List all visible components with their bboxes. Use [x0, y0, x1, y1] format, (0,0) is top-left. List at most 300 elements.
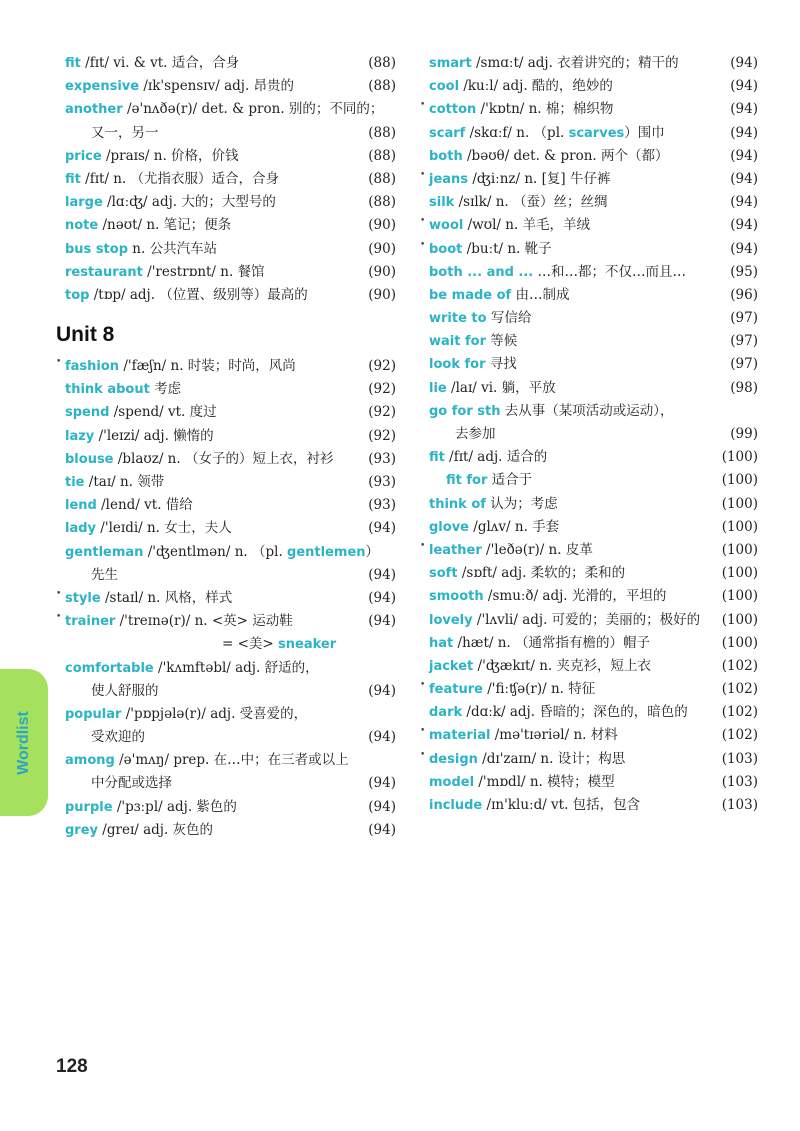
entry-text: [65, 52, 396, 75]
definition: 由…制成: [511, 286, 570, 303]
entry-text: [65, 564, 396, 587]
page-reference: (92): [368, 358, 396, 375]
headword: lie: [429, 380, 447, 396]
definition: /'fiːʧə(r)/ n. 特征: [482, 681, 596, 698]
entry-text: [429, 446, 758, 469]
entry-text: [429, 771, 758, 794]
page-reference: (88): [368, 147, 396, 164]
word-entry: [420, 562, 758, 585]
headword: fit: [65, 171, 81, 187]
headword: purple: [65, 799, 113, 815]
definition: /ɪk'spensɪv/ adj. 昂贵的: [139, 78, 295, 95]
word-entry: [420, 145, 758, 168]
entry-text: [429, 655, 758, 678]
entry-text: [429, 261, 758, 284]
entry-text: [429, 284, 758, 307]
definition: /wʊl/ n. 羊毛，羊绒: [463, 217, 591, 234]
word-entry: [420, 214, 758, 237]
entry-text: [429, 632, 758, 655]
headword: wait for: [429, 334, 486, 350]
page-reference: (88): [368, 124, 396, 141]
definition: /ɪn'kluːd/ vt. 包括，包含: [482, 797, 641, 813]
entry-text: [65, 98, 396, 121]
headword: restaurant: [65, 264, 143, 280]
word-entry: [56, 261, 396, 284]
page-reference: (90): [368, 263, 396, 280]
definition: /mə'tɪəriəl/ n. 材料: [490, 727, 618, 744]
entry-text: [65, 378, 396, 401]
entry-text: [65, 214, 396, 237]
entry-text: [429, 307, 758, 330]
entry-text: [429, 400, 758, 423]
definition: /lend/ vt. 借给: [96, 497, 193, 514]
page-reference: (102): [721, 657, 758, 674]
definition: = <美>: [222, 636, 279, 653]
word-entry: [420, 678, 758, 701]
word-entry: [56, 98, 396, 121]
entry-text: [65, 238, 396, 261]
word-entry: [56, 819, 396, 842]
page-reference: (97): [730, 310, 758, 327]
definition: 使人舒服的: [91, 682, 159, 699]
definition: /smɑːt/ adj. 衣着讲究的；精干的: [471, 55, 679, 71]
headword: smooth: [429, 589, 484, 605]
entry-text: [65, 168, 396, 191]
page-reference: (97): [730, 356, 758, 373]
entry-text: [429, 168, 758, 191]
unit-heading: Unit 8: [56, 323, 115, 347]
word-entry-continuation: [56, 772, 396, 795]
headword: large: [65, 195, 103, 211]
entry-text: [65, 75, 396, 98]
definition: /nəʊt/ n. 笔记；便条: [98, 217, 232, 234]
page-reference: (94): [368, 775, 396, 792]
headword: popular: [65, 706, 122, 722]
word-entry: [56, 494, 396, 517]
side-tab-label: Wordlist: [15, 710, 32, 775]
word-entry: [420, 539, 758, 562]
entry-text: [65, 122, 396, 145]
word-entry: [420, 794, 758, 817]
page-reference: (94): [730, 194, 758, 211]
definition: /fɪt/ adj. 适合的: [444, 449, 548, 466]
entry-text: [429, 794, 758, 817]
headword: feature: [429, 682, 483, 698]
entry-text: [429, 516, 758, 539]
new-word-marker-icon: •: [420, 100, 426, 111]
definition: 去参加: [455, 426, 496, 442]
headword: gentleman: [65, 544, 144, 560]
word-entry: [420, 238, 758, 261]
page-reference: (94): [368, 613, 396, 630]
new-word-marker-icon: •: [420, 239, 426, 250]
headword: go for sth: [429, 403, 501, 419]
page-reference: (100): [721, 634, 758, 651]
page-reference: (94): [368, 566, 396, 583]
entry-text: [65, 541, 396, 564]
page-reference: (102): [721, 681, 758, 698]
new-word-marker-icon: •: [420, 680, 426, 691]
page-reference: (100): [721, 611, 758, 628]
word-entry: [420, 609, 758, 632]
word-entry: [56, 749, 396, 772]
entry-text: [429, 724, 758, 747]
wordlist-left-column: [56, 52, 396, 842]
word-entry: [420, 284, 758, 307]
entry-text: [429, 330, 758, 353]
word-entry: [420, 585, 758, 608]
definition: /laɪ/ vi. 躺，平放: [446, 379, 556, 396]
entry-text: [65, 657, 396, 680]
headword: both: [429, 148, 463, 164]
headword: be made of: [429, 287, 512, 303]
headword: cool: [429, 79, 460, 95]
headword: think of: [429, 496, 486, 512]
word-entry-continuation: [56, 680, 396, 703]
word-entry: [420, 771, 758, 794]
word-entry: [420, 748, 758, 771]
wordlist-side-tab: [0, 669, 48, 816]
word-entry: [420, 330, 758, 353]
definition: /bəʊθ/ det. & pron. 两个（都）: [462, 147, 669, 164]
page-reference: (94): [730, 240, 758, 257]
definition: /skɑːf/ n. （pl.: [465, 124, 569, 141]
definition: /'mɒdl/ n. 模特；模型: [474, 773, 615, 790]
headword: include: [429, 798, 483, 813]
entry-text: [65, 796, 396, 819]
new-word-marker-icon: •: [56, 588, 62, 599]
page-reference: (94): [730, 170, 758, 187]
definition: /'ʤækɪt/ n. 夹克衫，短上衣: [473, 657, 651, 674]
word-entry: [56, 448, 396, 471]
page-reference: (102): [721, 704, 758, 721]
definition: /ə'nʌðə(r)/ det. & pron. 别的；不同的；: [122, 101, 384, 118]
headword: soft: [429, 566, 458, 582]
headword: model: [429, 774, 475, 790]
definition: /'leɪdi/ n. 女士，夫人: [96, 520, 232, 537]
headword: price: [65, 148, 102, 164]
entry-text: [429, 52, 758, 75]
entry-text: [429, 214, 758, 237]
word-entry: [420, 655, 758, 678]
definition: /'restrɒnt/ n. 餐馆: [142, 263, 265, 280]
definition-tail: ）: [365, 543, 380, 560]
entry-text: [65, 401, 396, 424]
definition: 中分配或选择: [91, 775, 172, 792]
definition: /praɪs/ n. 价格，价钱: [101, 147, 239, 164]
word-entry-continuation: [56, 726, 396, 749]
page-reference: (95): [730, 263, 758, 280]
entry-text: [429, 609, 758, 632]
page-reference: (93): [368, 450, 396, 467]
word-entry: [420, 701, 758, 724]
definition: /'kɒtn/ n. 棉；棉织物: [476, 101, 614, 118]
definition: 先生: [91, 566, 118, 583]
entry-text: [65, 633, 396, 656]
headword-variant: gentlemen: [287, 544, 366, 560]
headword: another: [65, 102, 123, 118]
word-entry: [56, 610, 396, 633]
headword: glove: [429, 519, 469, 535]
definition: /fɪt/ n. （尤指衣服）适合，合身: [80, 170, 280, 187]
word-entry: [56, 355, 396, 378]
page-reference: (100): [721, 588, 758, 605]
word-entry: [56, 238, 396, 261]
entry-text: [429, 122, 758, 145]
word-entry: [56, 541, 396, 564]
entry-text: [429, 539, 758, 562]
definition: /staɪl/ n. 风格，样式: [100, 589, 233, 606]
page-reference: (93): [368, 497, 396, 514]
entry-text: [65, 517, 396, 540]
entry-text: [429, 353, 758, 376]
entry-text: [429, 75, 758, 98]
entry-text: [65, 587, 396, 610]
word-entry-continuation: [420, 423, 758, 446]
word-entry: [420, 75, 758, 98]
page-reference: (94): [730, 124, 758, 141]
definition: /kuːl/ adj. 酷的，绝妙的: [459, 78, 613, 95]
headword: among: [65, 753, 115, 769]
entry-text: [65, 261, 396, 284]
entry-text: [65, 284, 396, 307]
word-entry-continuation: [56, 564, 396, 587]
page-reference: (93): [368, 474, 396, 490]
headword: blouse: [65, 451, 114, 467]
page-reference: (92): [368, 427, 396, 444]
page-reference: (94): [730, 55, 758, 71]
page-reference: (94): [368, 682, 396, 699]
page-reference: (90): [368, 240, 396, 257]
page-reference: (88): [368, 194, 396, 211]
new-word-marker-icon: •: [420, 726, 426, 737]
word-entry: [420, 400, 758, 423]
headword: lend: [65, 498, 97, 514]
entry-text: [429, 238, 758, 261]
definition: /ʤiːnz/ n. [复] 牛仔裤: [468, 170, 611, 187]
page-number: 128: [56, 1056, 88, 1077]
entry-text: [65, 425, 396, 448]
headword: bus stop: [65, 241, 129, 257]
definition: 等候: [485, 333, 518, 350]
definition: /greɪ/ adj. 灰色的: [98, 821, 214, 838]
entry-text: [429, 493, 758, 516]
entry-text: [65, 448, 396, 471]
entry-text: [429, 678, 758, 701]
definition: 受欢迎的: [91, 729, 145, 746]
page-reference: (96): [730, 286, 758, 303]
definition: /dɪ'zaɪn/ n. 设计；构思: [477, 750, 626, 767]
headword: look for: [429, 357, 486, 373]
page-reference: (88): [368, 170, 396, 187]
definition: /'kʌmftəbl/ adj. 舒适的，: [153, 659, 319, 676]
word-entry-continuation: [56, 633, 396, 656]
new-word-marker-icon: •: [56, 612, 62, 623]
definition: /fɪt/ vi. & vt. 适合，合身: [80, 55, 240, 71]
page-reference: (100): [721, 541, 758, 558]
page-reference: (103): [721, 750, 758, 767]
definition-tail: ）围巾: [624, 124, 665, 141]
headword: dark: [429, 705, 463, 721]
definition: 寻找: [485, 356, 517, 373]
headword: boot: [429, 241, 463, 257]
definition: /'fæʃn/ n. 时装；时尚，风尚: [119, 358, 296, 375]
definition: /buːt/ n. 靴子: [462, 240, 552, 257]
word-entry: [56, 75, 396, 98]
definition: /'leɪzi/ adj. 懒惰的: [94, 427, 214, 444]
entry-text: [429, 748, 758, 771]
page-reference: (94): [730, 78, 758, 95]
headword: lady: [65, 521, 97, 537]
headword-variant: scarves: [568, 125, 625, 141]
page-reference: (98): [730, 379, 758, 396]
definition: /'pɒpjələ(r)/ adj. 受喜爱的，: [121, 705, 308, 722]
definition: 写信给: [486, 310, 532, 327]
page-reference: (90): [368, 286, 396, 303]
page-reference: (100): [721, 565, 758, 582]
entry-text: [65, 191, 396, 214]
headword: jacket: [429, 658, 474, 674]
word-entry: [420, 98, 758, 121]
headword: grey: [65, 822, 99, 838]
page-reference: (102): [721, 727, 758, 744]
word-entry: [56, 214, 396, 237]
definition: /sɪlk/ n. （蚕）丝；丝绸: [454, 194, 608, 211]
word-entry: [56, 168, 396, 191]
entry-text: [65, 610, 396, 633]
definition: 认为；考虑: [485, 495, 558, 512]
word-entry: [56, 517, 396, 540]
entry-text: [65, 680, 396, 703]
word-entry: [56, 587, 396, 610]
definition: /'ʤentlmən/ n. （pl.: [143, 543, 288, 560]
page-reference: (97): [730, 333, 758, 350]
headword: expensive: [65, 79, 140, 95]
word-entry: [56, 191, 396, 214]
entry-text: [429, 377, 758, 400]
page-reference: (103): [721, 797, 758, 813]
page-reference: (92): [368, 381, 396, 398]
word-entry: [420, 724, 758, 747]
word-entry: [420, 493, 758, 516]
word-entry: [420, 377, 758, 400]
headword: spend: [65, 405, 110, 421]
headword: both ... and ...: [429, 264, 534, 280]
word-entry: [420, 122, 758, 145]
definition: …和…都；不仅…而且…: [533, 263, 687, 280]
word-entry: [420, 307, 758, 330]
entry-text: [429, 701, 758, 724]
page-reference: (100): [721, 495, 758, 512]
page-reference: (100): [721, 518, 758, 535]
word-entry: [420, 516, 758, 539]
word-entry: [420, 191, 758, 214]
word-entry: [420, 353, 758, 376]
headword: scarf: [429, 125, 466, 141]
word-entry: [56, 657, 396, 680]
page-reference: (99): [730, 426, 758, 442]
entry-text: [65, 703, 396, 726]
definition: /hæt/ n. （通常指有檐的）帽子: [453, 634, 651, 651]
entry-text: [429, 145, 758, 168]
page-reference: (94): [368, 798, 396, 815]
definition: 适合于: [487, 472, 533, 489]
headword: fashion: [65, 359, 120, 375]
headword: silk: [429, 195, 455, 211]
new-word-marker-icon: •: [420, 749, 426, 760]
entry-text: [429, 98, 758, 121]
entry-text: [65, 772, 396, 795]
word-entry-continuation: [56, 122, 396, 145]
definition: /'lʌvli/ adj. 可爱的；美丽的；极好的: [472, 611, 701, 628]
headword: lazy: [65, 428, 95, 444]
page-reference: (100): [721, 449, 758, 466]
headword: wool: [429, 218, 464, 234]
definition: /dɑːk/ adj. 昏暗的；深色的，暗色的: [462, 704, 688, 721]
headword: write to: [429, 311, 487, 327]
definition: 考虑: [149, 381, 182, 398]
page-reference: (103): [721, 773, 758, 790]
definition: /tɒp/ adj. （位置、级别等）最高的: [89, 286, 308, 303]
entry-text: [429, 469, 758, 492]
definition: /'leðə(r)/ n. 皮革: [481, 541, 593, 558]
new-word-marker-icon: •: [420, 540, 426, 551]
entry-text: [429, 585, 758, 608]
entry-text: [65, 749, 396, 772]
entry-text: [65, 726, 396, 749]
headword: cotton: [429, 102, 477, 118]
headword: fit: [65, 56, 81, 71]
word-entry: [420, 632, 758, 655]
headword: hat: [429, 635, 454, 651]
page-reference: (94): [368, 729, 396, 746]
word-entry: [56, 471, 396, 494]
word-entry: [56, 703, 396, 726]
definition: /'treɪnə(r)/ n. <英> 运动鞋: [115, 613, 293, 630]
headword: think about: [65, 382, 150, 398]
page-reference: (94): [368, 520, 396, 537]
page-reference: (90): [368, 217, 396, 234]
word-entry: [420, 168, 758, 191]
headword: leather: [429, 542, 482, 558]
headword-variant: sneaker: [278, 637, 337, 653]
definition: /taɪ/ n. 领带: [84, 474, 165, 490]
headword: material: [429, 728, 491, 744]
page-reference: (88): [368, 78, 396, 95]
new-word-marker-icon: •: [420, 169, 426, 180]
page-reference: (94): [730, 147, 758, 164]
headword: smart: [429, 56, 472, 71]
headword: fit: [429, 450, 445, 466]
entry-text: [429, 423, 758, 446]
word-entry: [420, 446, 758, 469]
definition: n. 公共汽车站: [128, 240, 218, 257]
definition: /smuːð/ adj. 光滑的，平坦的: [483, 588, 667, 605]
headword: tie: [65, 475, 85, 490]
word-entry: [56, 145, 396, 168]
new-word-marker-icon: •: [56, 357, 62, 368]
page-reference: (94): [368, 589, 396, 606]
headword: trainer: [65, 614, 116, 630]
headword: comfortable: [65, 660, 154, 676]
definition: /ə'mʌŋ/ prep. 在…中；在三者或以上: [114, 752, 349, 769]
headword: note: [65, 218, 99, 234]
word-entry: [56, 52, 396, 75]
definition: /blaʊz/ n. （女子的）短上衣，衬衫: [113, 450, 334, 467]
new-word-marker-icon: •: [420, 216, 426, 227]
page-reference: (92): [368, 404, 396, 421]
word-entry: [56, 284, 396, 307]
